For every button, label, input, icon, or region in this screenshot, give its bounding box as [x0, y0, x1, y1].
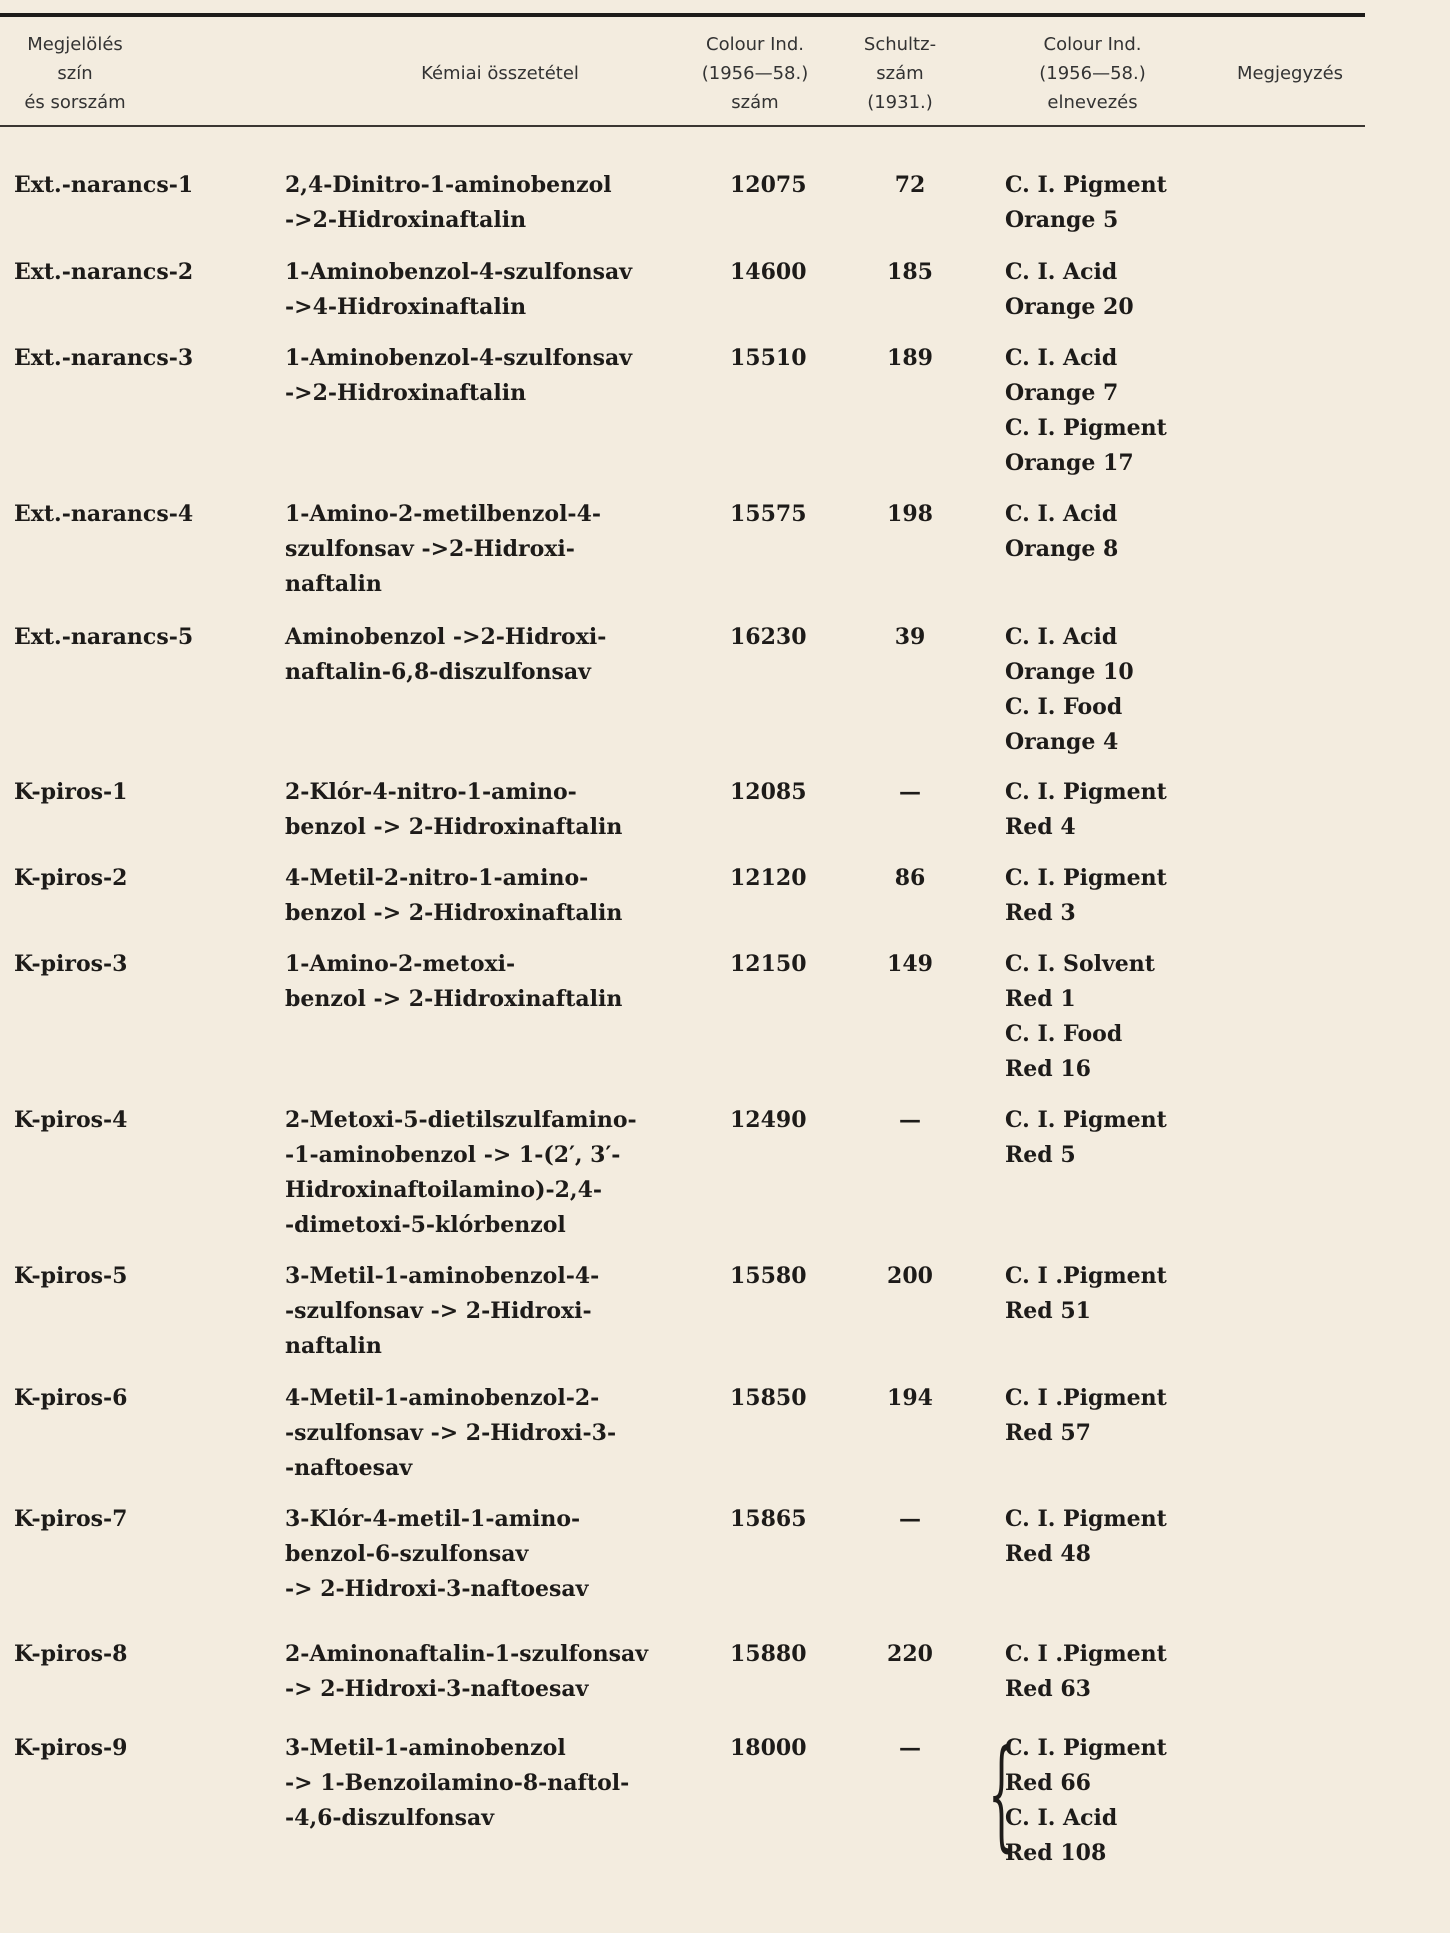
designation-cell: [14, 497, 193, 532]
header-col-ci-number: [690, 30, 820, 117]
ci-name-line: C. I. Pigment: [1005, 1735, 1167, 1761]
schultz-number-text: 194: [887, 1385, 933, 1411]
ci-name-cell: [1005, 1637, 1167, 1707]
designation-cell: [14, 1103, 127, 1138]
chemical-line: -> 1-Benzoilamino-8-naftol-: [285, 1770, 630, 1796]
chemical-line: Aminobenzol ->2-Hidroxi-: [285, 624, 607, 650]
chemical-line: 3-Metil-1-aminobenzol: [285, 1735, 566, 1761]
header-text: szín: [57, 63, 93, 84]
schultz-number-cell: [850, 1637, 970, 1672]
chemical-composition-cell: [285, 497, 601, 602]
ci-name-line: Red 48: [1005, 1541, 1091, 1567]
schultz-number-text: 200: [887, 1263, 933, 1289]
ci-name-line: Orange 8: [1005, 536, 1119, 562]
designation-text: K-piros-8: [14, 1641, 128, 1667]
ci-name-cell: [1005, 1381, 1167, 1451]
ci-name-line: Orange 5: [1005, 207, 1119, 233]
ci-name-line: Red 57: [1005, 1420, 1091, 1446]
ci-number-cell: [730, 1502, 807, 1537]
ci-name-line: C. I. Pigment: [1005, 779, 1167, 805]
chemical-line: benzol-6-szulfonsav: [285, 1541, 529, 1567]
schultz-number-cell: [850, 1381, 970, 1416]
ci-name-line: Orange 20: [1005, 294, 1134, 320]
chemical-line: 2-Aminonaftalin-1-szulfonsav: [285, 1641, 649, 1667]
ci-name-line: C. I. Pigment: [1005, 865, 1167, 891]
chemical-composition-cell: [285, 168, 612, 238]
designation-cell: [14, 775, 127, 810]
schultz-number-text: 198: [887, 501, 933, 527]
designation-text: Ext.-narancs-2: [14, 259, 194, 285]
chemical-line: ->4-Hidroxinaftalin: [285, 294, 527, 320]
ci-number-text: 15575: [730, 501, 807, 527]
ci-name-line: C. I. Food: [1005, 1021, 1123, 1047]
top-rule: [0, 13, 1365, 17]
table-header: [0, 30, 1365, 120]
ci-number-cell: [730, 1731, 807, 1766]
ci-name-line: C. I. Food: [1005, 694, 1123, 720]
designation-cell: [14, 255, 193, 290]
chemical-line: 2,4-Dinitro-1-aminobenzol: [285, 172, 612, 198]
schultz-number-text: 189: [887, 345, 933, 371]
designation-text: K-piros-1: [14, 779, 128, 805]
chemical-composition-cell: [285, 620, 606, 690]
ci-name-cell: [1005, 1103, 1167, 1173]
designation-text: Ext.-narancs-5: [14, 624, 194, 650]
schultz-number-cell: [850, 497, 970, 532]
designation-text: K-piros-5: [14, 1263, 128, 1289]
header-text: szám: [876, 63, 924, 84]
ci-name-line: Orange 7: [1005, 380, 1119, 406]
chemical-line: -dimetoxi-5-klórbenzol: [285, 1212, 566, 1238]
header-text: Colour Ind.: [1043, 34, 1142, 55]
chemical-line: 1-Aminobenzol-4-szulfonsav: [285, 259, 633, 285]
ci-name-line: C. I. Acid: [1005, 501, 1118, 527]
header-text: (1956—58.): [701, 63, 809, 84]
ci-name-line: Red 1: [1005, 986, 1076, 1012]
chemical-composition-cell: [285, 1259, 599, 1364]
schultz-number-text: 185: [887, 259, 933, 285]
schultz-number-text: —: [899, 1735, 921, 1761]
header-col-designation: [10, 30, 140, 117]
chemical-line: 4-Metil-1-aminobenzol-2-: [285, 1385, 600, 1411]
header-col-note: [1215, 59, 1365, 88]
ci-name-line: Red 5: [1005, 1142, 1076, 1168]
designation-text: K-piros-3: [14, 951, 128, 977]
ci-name-line: C. I. Acid: [1005, 1805, 1118, 1831]
schultz-number-cell: [850, 168, 970, 203]
schultz-number-text: —: [899, 779, 921, 805]
header-text: szám: [731, 92, 779, 113]
schultz-number-cell: [850, 255, 970, 290]
ci-number-cell: [730, 1637, 807, 1672]
chemical-composition-cell: [285, 947, 622, 1017]
chemical-composition-cell: [285, 775, 622, 845]
header-text: Colour Ind.: [706, 34, 804, 55]
chemical-composition-cell: [285, 255, 632, 325]
schultz-number-text: —: [899, 1107, 921, 1133]
designation-cell: [14, 1731, 127, 1766]
ci-number-cell: [730, 255, 807, 290]
header-text: Megjegyzés: [1236, 63, 1344, 84]
schultz-number-cell: [850, 1103, 970, 1138]
ci-name-cell: [1005, 775, 1167, 845]
designation-text: K-piros-7: [14, 1506, 128, 1532]
ci-name-line: Red 108: [1005, 1840, 1107, 1866]
ci-number-text: 18000: [730, 1735, 807, 1761]
chemical-line: -> 2-Hidroxi-3-naftoesav: [285, 1676, 589, 1702]
chemical-line: 1-Amino-2-metilbenzol-4-: [285, 501, 602, 527]
header-text: Schultz-: [863, 34, 937, 55]
designation-cell: [14, 341, 193, 376]
chemical-line: ->2-Hidroxinaftalin: [285, 380, 527, 406]
ci-name-line: C. I. Acid: [1005, 345, 1118, 371]
ci-number-text: 12120: [730, 865, 807, 891]
designation-cell: [14, 1637, 127, 1672]
header-col-schultz: [845, 30, 955, 117]
ci-name-line: Red 63: [1005, 1676, 1091, 1702]
ci-name-line: Orange 4: [1005, 729, 1119, 755]
ci-name-line: Orange 10: [1005, 659, 1134, 685]
chemical-composition-cell: [285, 1381, 616, 1486]
ci-name-cell: [1005, 341, 1167, 481]
ci-number-text: 15880: [730, 1641, 807, 1667]
ci-name-cell: [1005, 1731, 1167, 1871]
chemical-line: szulfonsav ->2-Hidroxi-: [285, 536, 575, 562]
schultz-number-cell: [850, 775, 970, 810]
designation-text: Ext.-narancs-4: [14, 501, 194, 527]
chemical-line: -> 2-Hidroxi-3-naftoesav: [285, 1576, 589, 1602]
ci-name-cell: [1005, 1259, 1167, 1329]
chemical-line: benzol -> 2-Hidroxinaftalin: [285, 986, 623, 1012]
ci-name-cell: [1005, 1502, 1167, 1572]
ci-number-cell: [730, 1381, 807, 1416]
schultz-number-cell: [850, 1259, 970, 1294]
designation-cell: [14, 1259, 127, 1294]
chemical-line: naftalin-6,8-diszulfonsav: [285, 659, 591, 685]
ci-name-cell: [1005, 255, 1134, 325]
header-rule: [0, 125, 1365, 127]
schultz-number-cell: [850, 341, 970, 376]
ci-name-line: Red 4: [1005, 814, 1076, 840]
designation-cell: [14, 1381, 127, 1416]
ci-number-text: 15580: [730, 1263, 807, 1289]
chemical-line: benzol -> 2-Hidroxinaftalin: [285, 900, 623, 926]
ci-number-text: 12085: [730, 779, 807, 805]
designation-text: Ext.-narancs-3: [14, 345, 194, 371]
schultz-number-text: 220: [887, 1641, 933, 1667]
ci-name-line: C. I. Pigment: [1005, 1506, 1167, 1532]
ci-name-line: C. I. Acid: [1005, 259, 1118, 285]
header-text: Megjelölés: [27, 34, 123, 55]
schultz-number-text: 39: [894, 624, 926, 650]
ci-number-text: 15865: [730, 1506, 807, 1532]
designation-text: K-piros-6: [14, 1385, 128, 1411]
ci-number-cell: [730, 775, 807, 810]
ci-number-cell: [730, 341, 807, 376]
ci-number-cell: [730, 497, 807, 532]
ci-number-cell: [730, 947, 807, 982]
designation-text: Ext.-narancs-1: [14, 172, 194, 198]
designation-cell: [14, 168, 193, 203]
chemical-line: naftalin: [285, 571, 382, 597]
schultz-number-text: 86: [894, 865, 926, 891]
header-text: (1956—58.): [1039, 63, 1146, 84]
ci-number-text: 12075: [730, 172, 807, 198]
ci-number-cell: [730, 1103, 807, 1138]
schultz-number-cell: [850, 947, 970, 982]
ci-number-text: 12490: [730, 1107, 807, 1133]
chemical-line: 2-Klór-4-nitro-1-amino-: [285, 779, 577, 805]
ci-name-line: Red 66: [1005, 1770, 1091, 1796]
chemical-line: ->2-Hidroxinaftalin: [285, 207, 527, 233]
ci-name-line: Orange 17: [1005, 450, 1134, 476]
schultz-number-text: —: [899, 1506, 921, 1532]
ci-name-line: Red 16: [1005, 1056, 1091, 1082]
chemical-line: 2-Metoxi-5-dietilszulfamino-: [285, 1107, 637, 1133]
schultz-number-text: 149: [887, 951, 933, 977]
chemical-composition-cell: [285, 861, 622, 931]
ci-name-line: C. I. Pigment: [1005, 172, 1167, 198]
chemical-line: -szulfonsav -> 2-Hidroxi-3-: [285, 1420, 617, 1446]
ci-number-cell: [730, 620, 807, 655]
ci-number-text: 14600: [730, 259, 807, 285]
chemical-composition-cell: [285, 1731, 629, 1836]
header-col-chemical: [300, 59, 700, 88]
header-text: és sorszám: [24, 92, 126, 113]
ci-name-cell: [1005, 947, 1155, 1087]
chemical-line: -1-aminobenzol -> 1-(2′, 3′-: [285, 1142, 621, 1168]
ci-name-line: C. I. Pigment: [1005, 415, 1167, 441]
designation-cell: [14, 947, 127, 982]
ci-number-cell: [730, 1259, 807, 1294]
designation-text: K-piros-9: [14, 1735, 128, 1761]
ci-name-cell: [1005, 497, 1118, 567]
chemical-line: Hidroxinaftoilamino)-2,4-: [285, 1177, 603, 1203]
schultz-number-cell: [850, 620, 970, 655]
ci-number-text: 12150: [730, 951, 807, 977]
chemical-composition-cell: [285, 1103, 637, 1243]
schultz-number-text: 72: [894, 172, 926, 198]
chemical-composition-cell: [285, 341, 632, 411]
brace-glyph: {: [988, 1725, 1015, 1864]
ci-name-line: C. I. Pigment: [1005, 1107, 1167, 1133]
ci-number-cell: [730, 168, 807, 203]
ci-name-cell: [1005, 861, 1167, 931]
ci-number-text: 15850: [730, 1385, 807, 1411]
chemical-line: benzol -> 2-Hidroxinaftalin: [285, 814, 623, 840]
designation-cell: [14, 1502, 127, 1537]
header-text: elnevezés: [1047, 92, 1138, 113]
designation-cell: [14, 861, 127, 896]
chemical-line: -szulfonsav -> 2-Hidroxi-: [285, 1298, 592, 1324]
designation-cell: [14, 620, 193, 655]
ci-name-line: Red 51: [1005, 1298, 1091, 1324]
ci-name-cell: [1005, 620, 1134, 760]
ci-name-line: C. I. Acid: [1005, 624, 1118, 650]
ci-number-text: 16230: [730, 624, 807, 650]
chemical-line: -naftoesav: [285, 1455, 413, 1481]
chemical-line: 4-Metil-2-nitro-1-amino-: [285, 865, 589, 891]
designation-text: K-piros-2: [14, 865, 128, 891]
header-text: (1931.): [867, 92, 933, 113]
chemical-composition-cell: [285, 1637, 648, 1707]
ci-name-line: C. I .Pigment: [1005, 1641, 1167, 1667]
chemical-line: 1-Aminobenzol-4-szulfonsav: [285, 345, 633, 371]
ci-name-cell: [1005, 168, 1167, 238]
chemical-line: 3-Metil-1-aminobenzol-4-: [285, 1263, 600, 1289]
header-col-ci-name: [1020, 30, 1165, 117]
ci-name-line: Red 3: [1005, 900, 1076, 926]
ci-name-line: C. I. Solvent: [1005, 951, 1155, 977]
ci-number-text: 15510: [730, 345, 807, 371]
designation-text: K-piros-4: [14, 1107, 128, 1133]
chemical-line: 1-Amino-2-metoxi-: [285, 951, 516, 977]
chemical-composition-cell: [285, 1502, 588, 1607]
chemical-line: 3-Klór-4-metil-1-amino-: [285, 1506, 581, 1532]
ci-number-cell: [730, 861, 807, 896]
ci-name-line: C. I .Pigment: [1005, 1385, 1167, 1411]
ci-name-line: C. I .Pigment: [1005, 1263, 1167, 1289]
chemical-line: -4,6-diszulfonsav: [285, 1805, 495, 1831]
schultz-number-cell: [850, 1731, 970, 1766]
chemical-line: naftalin: [285, 1333, 382, 1359]
schultz-number-cell: [850, 861, 970, 896]
schultz-number-cell: [850, 1502, 970, 1537]
header-text: Kémiai összetétel: [421, 63, 579, 84]
